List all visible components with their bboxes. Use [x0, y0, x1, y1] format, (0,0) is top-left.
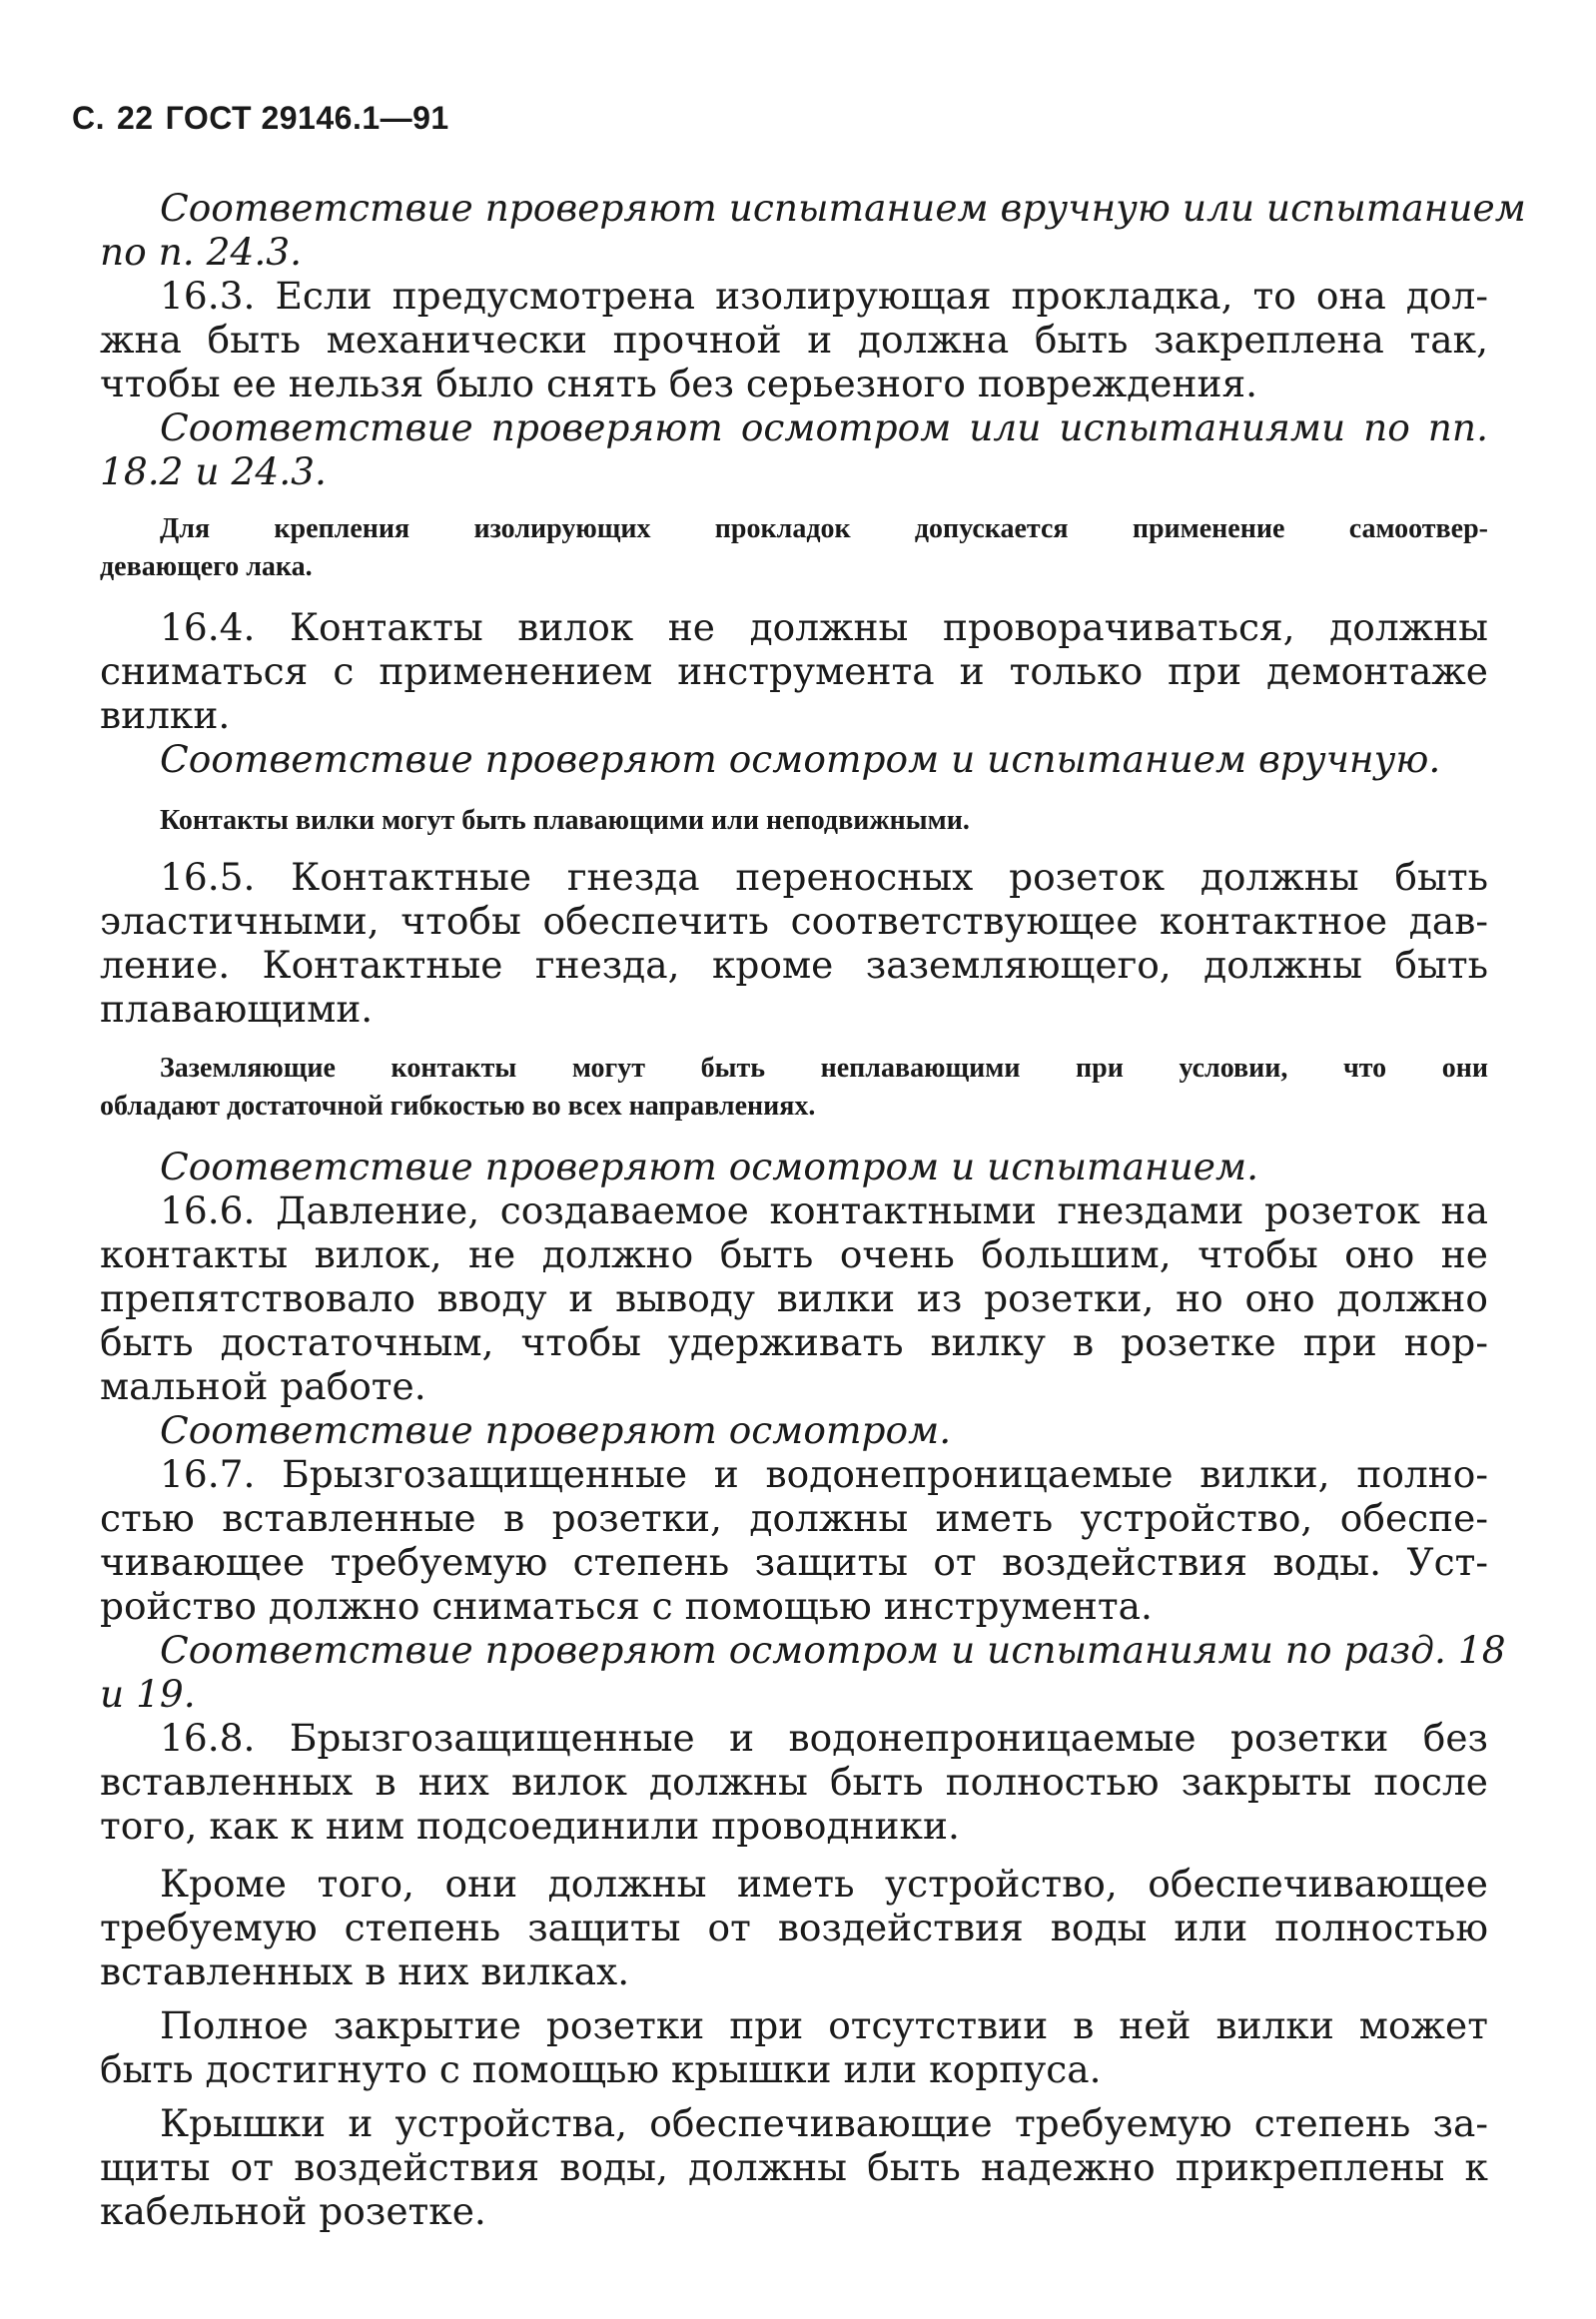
page-header [72, 100, 461, 137]
clause-16-8-line: требуемую степень защиты от воздействия воды или полностью [100, 1906, 1488, 1949]
note-line: девающего лака. [100, 551, 313, 582]
compliance-line: Соответствие проверяют осмотром и испытаниями по разд. 18 [160, 1628, 1506, 1672]
clause-16-5-line: ление. Контактные гнезда, кроме заземляющего, должны быть [100, 943, 1488, 987]
compliance-line: Соответствие проверяют осмотром. [160, 1408, 952, 1452]
page-label: С. [72, 100, 105, 136]
compliance-line: Соответствие проверяют осмотром или испытаниями по пп. [160, 405, 1488, 449]
clause-16-8-line: Полное закрытие розетки при отсутствии в ней вилки может [160, 2003, 1488, 2047]
clause-16-7-line: чивающее требуемую степень защиты от воздействия воды. Уст- [100, 1540, 1488, 1584]
clause-16-5-line: 16.5. Контактные гнезда переносных розеток должны быть [160, 855, 1488, 899]
compliance-line: 18.2 и 24.3. [100, 449, 327, 493]
clause-16-3-line: жна быть механически прочной и должна быть закреплена так, [100, 318, 1488, 362]
clause-16-6-line: мальной работе. [100, 1364, 426, 1408]
clause-16-7-line: ройство должно сниматься с помощью инструмента. [100, 1584, 1153, 1628]
clause-16-8-line: Крышки и устройства, обеспечивающие требуемую степень за- [160, 2101, 1488, 2145]
clause-16-5-line: плавающими. [100, 987, 374, 1031]
clause-16-8-line: вставленных в них вилок должны быть полностью закрыты после [100, 1760, 1488, 1804]
clause-16-8-line: того, как к ним подсоединили проводники. [100, 1804, 960, 1848]
compliance-line: и 19. [100, 1672, 196, 1716]
compliance-line: Соответствие проверяют испытанием вручную или испытанием [160, 186, 1526, 230]
compliance-line: Соответствие проверяют осмотром и испытанием вручную. [160, 737, 1441, 781]
compliance-line: по п. 24.3. [100, 230, 303, 274]
note-line: Заземляющие контакты могут быть неплавающими при условии, что они [160, 1053, 1488, 1084]
note-line: Контакты вилки могут быть плавающими или неподвижными. [160, 805, 970, 836]
clause-16-4-line: сниматься с применением инструмента и только при демонтаже [100, 649, 1488, 693]
clause-16-3-line: чтобы ее нельзя было снять без серьезного повреждения. [100, 362, 1258, 405]
clause-16-6-line: контакты вилок, не должно быть очень большим, чтобы оно не [100, 1232, 1488, 1276]
clause-16-3-line: 16.3. Если предусмотрена изолирующая прокладка, то она дол- [160, 274, 1488, 318]
clause-16-8-line: Кроме того, они должны иметь устройство, обеспечивающее [160, 1862, 1488, 1906]
clause-16-6-line: 16.6. Давление, создаваемое контактными гнездами розеток на [160, 1188, 1488, 1232]
compliance-line: Соответствие проверяют осмотром и испытанием. [160, 1145, 1259, 1188]
clause-16-8-line: быть достигнуто с помощью крышки или корпуса. [100, 2047, 1102, 2091]
note-line: обладают достаточной гибкостью во всех направлениях. [100, 1091, 816, 1122]
clause-16-8-line: вставленных в них вилках. [100, 1949, 630, 1993]
clause-16-8-line: щиты от воздействия воды, должны быть надежно прикреплены к [100, 2145, 1488, 2189]
clause-16-4-line: вилки. [100, 693, 231, 737]
clause-16-5-line: эластичными, чтобы обеспечить соответствующее контактное дав- [100, 899, 1488, 943]
clause-16-8-line: кабельной розетке. [100, 2189, 486, 2233]
note-line: Для крепления изолирующих прокладок допускается применение самоотвер- [160, 513, 1488, 544]
clause-16-7-line: стью вставленные в розетки, должны иметь устройство, обеспе- [100, 1496, 1488, 1540]
standard-designation: ГОСТ 29146.1—91 [165, 100, 449, 136]
clause-16-6-line: препятствовало вводу и выводу вилки из розетки, но оно должно [100, 1276, 1488, 1320]
clause-16-4-line: 16.4. Контакты вилок не должны проворачиваться, должны [160, 605, 1488, 649]
clause-16-7-line: 16.7. Брызгозащищенные и водонепроницаемые вилки, полно- [160, 1452, 1488, 1496]
clause-16-8-line: 16.8. Брызгозащищенные и водонепроницаемые розетки без [160, 1716, 1488, 1760]
clause-16-6-line: быть достаточным, чтобы удерживать вилку в розетке при нор- [100, 1320, 1488, 1364]
page-number: 22 [117, 100, 154, 136]
